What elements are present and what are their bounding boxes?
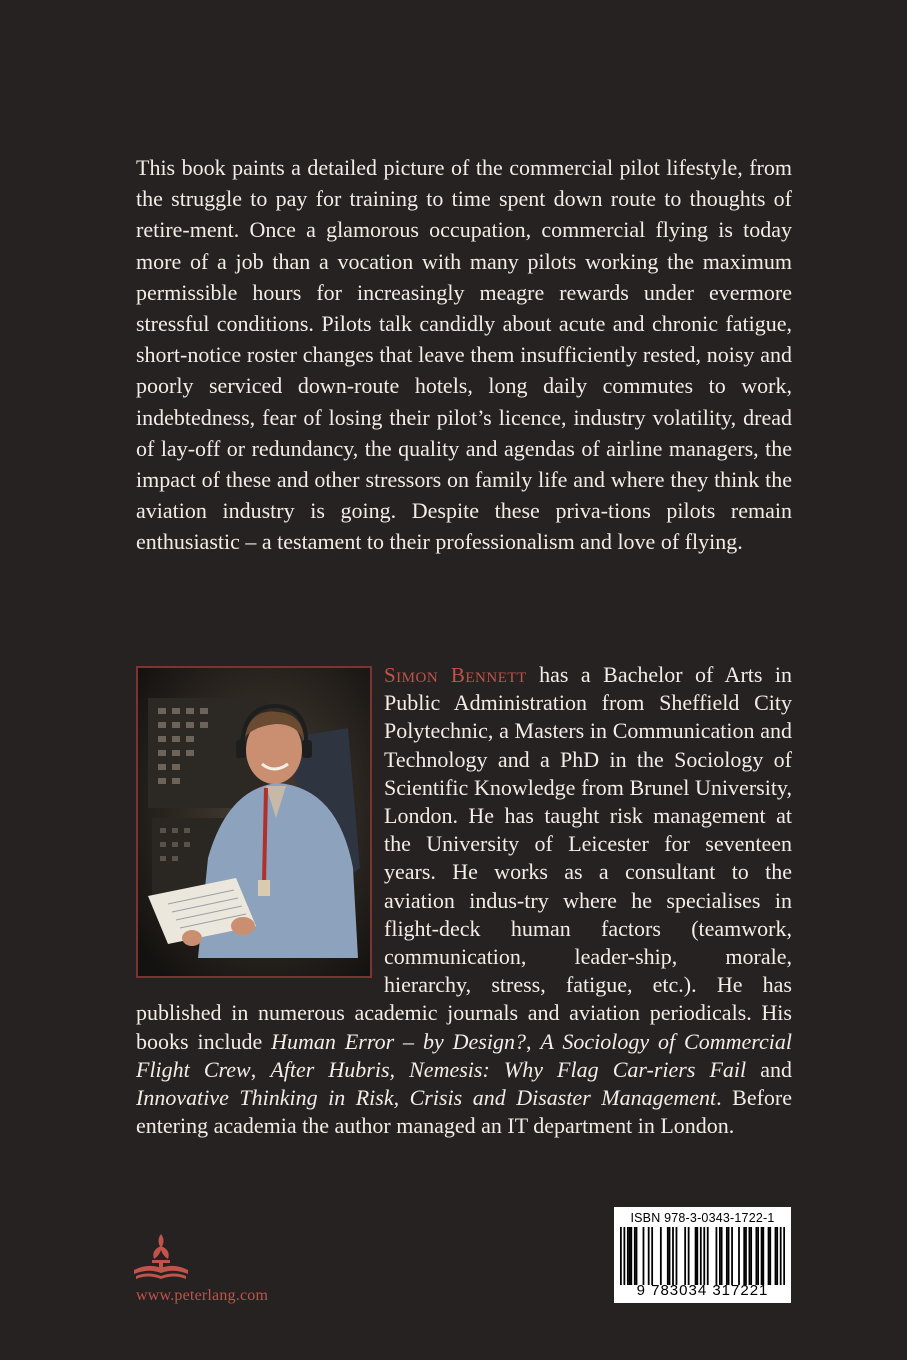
barcode-bar (761, 1227, 763, 1285)
barcode-bar (672, 1227, 674, 1285)
barcode-bar (745, 1227, 747, 1285)
barcode-bar (738, 1227, 740, 1285)
barcode-bar (669, 1227, 671, 1285)
author-name: Simon Bennett (384, 663, 527, 687)
author-bio-ending: . Before entering academia the author managed an IT department in London. (136, 1085, 793, 1139)
barcode-bar (660, 1227, 662, 1285)
barcode-bar (636, 1227, 638, 1285)
barcode-bar (627, 1227, 629, 1285)
isbn-label: ISBN 978-3-0343-1722-1 (630, 1211, 775, 1225)
author-bio-text: has a Bachelor of Arts in Public Administration from Sheffield City Polytechnic, a Masters in Communication and Technology and a PhD in the Sociology of Scientific Knowledge from Brunel University, London. He has taught risk management at the University of Leicester for seventeen years. He works as a consultant to the aviation indus-try where he specialises in flight-deck human factors (teamwork, communication, leader-ship, morale, hierarchy, stress, fatigue, etc.). He has published in numerous academic journals and aviation periodicals. His books include (136, 662, 793, 1054)
barcode-bar (688, 1227, 690, 1285)
barcode-bar (775, 1227, 777, 1285)
barcode-bar (623, 1227, 625, 1285)
barcode-bar (630, 1227, 632, 1285)
barcode-bar (757, 1227, 759, 1285)
barcode-bar (629, 1227, 631, 1285)
barcode-bar (716, 1227, 718, 1285)
barcode-bar (696, 1227, 698, 1285)
author-photo (136, 666, 372, 978)
barcode-bar (700, 1227, 702, 1285)
barcode-bar (684, 1227, 686, 1285)
barcode-bar (721, 1227, 723, 1285)
barcode-bar (726, 1227, 728, 1285)
barcode-bar (651, 1227, 653, 1285)
barcode-bar (667, 1227, 669, 1285)
barcode-bar (707, 1227, 709, 1285)
barcode-bar (749, 1227, 751, 1285)
barcode-bar (643, 1227, 645, 1285)
book-title: Innovative Thinking in Risk, Crisis and Disaster Management (136, 1085, 717, 1111)
book-title: Human Error – by Design? (271, 1028, 526, 1054)
barcode-bar (620, 1227, 622, 1285)
barcode-bar (750, 1227, 752, 1285)
barcode-bar (695, 1227, 697, 1285)
barcode-bar (755, 1227, 757, 1285)
book-title: After Hubris, Nemesis: Why Flag Car-riers Fail (270, 1056, 747, 1082)
publisher-website[interactable]: www.peterlang.com (136, 1287, 269, 1304)
author-bio (136, 661, 792, 1140)
separator-text: , (525, 1028, 541, 1054)
barcode-bar (719, 1227, 721, 1285)
book-title: A Sociology of Commercial Flight Crew (136, 1028, 792, 1082)
barcode-bar (776, 1227, 778, 1285)
book-blurb: This book paints a detailed picture of the commercial pilot lifestyle, from the struggle to pay for training to time spent down route to thoughts of retire-ment. Once a glamorous occupation, commercial flying is today more of a job than a vocation with many pilots working the maximum permissible hours for increasingly meagre rewards under evermore stressful conditions. Pilots talk candidly about acute and chronic fatigue, short-notice roster changes that leave them insufficiently rested, noisy and poorly serviced down-route hotels, long daily commutes to work, indebtedness, fear of losing their pilot’s licence, industry volatility, dread of lay-off or redundancy, the quality and agendas of airline managers, the impact of these and other stressors on family life and where they think the aviation industry is going. Despite these priva-tions pilots remain enthusiastic – a testament to their professionalism and love of flying. (136, 155, 792, 555)
barcode-bar (703, 1227, 705, 1285)
barcode-bar (769, 1227, 771, 1285)
barcode-bar (634, 1227, 636, 1285)
separator-text: and (746, 1056, 792, 1082)
barcode-bars (620, 1227, 785, 1285)
peter-lang-logo-icon (130, 1232, 192, 1284)
barcode-digits: 9 783034 317221 (636, 1282, 769, 1299)
separator-text: , (250, 1056, 271, 1082)
barcode-bar (648, 1227, 650, 1285)
isbn-barcode (614, 1207, 791, 1303)
barcode-bar (731, 1227, 733, 1285)
barcode-bar (768, 1227, 770, 1285)
barcode-bar (762, 1227, 764, 1285)
barcode-bar (743, 1227, 745, 1285)
barcode-bar (728, 1227, 730, 1285)
barcode-bar (783, 1227, 785, 1285)
barcode-bar (676, 1227, 678, 1285)
author-photo-image (138, 668, 370, 976)
barcode-bar (780, 1227, 782, 1285)
